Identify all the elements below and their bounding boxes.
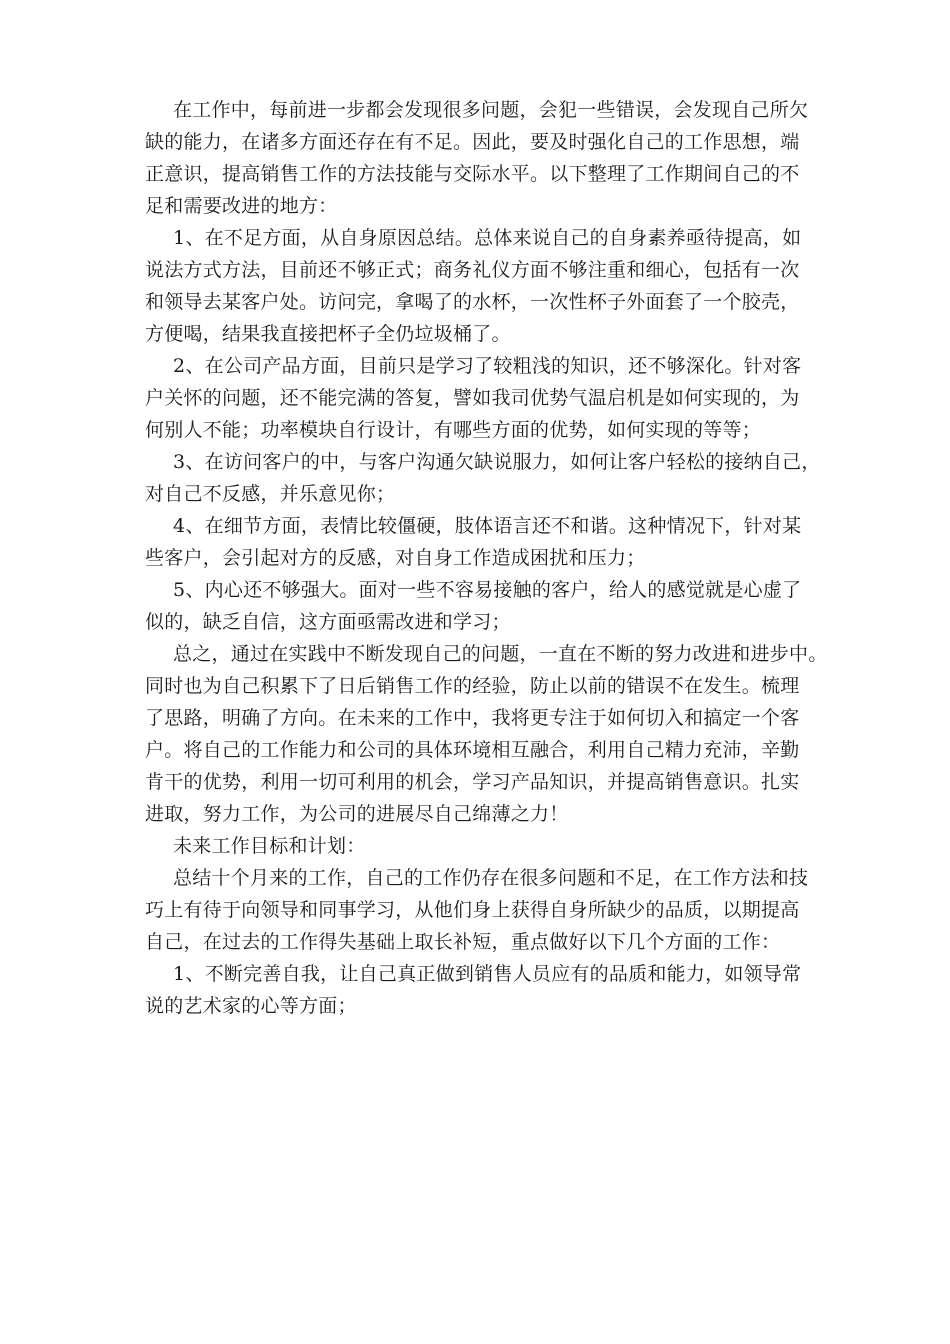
- text-line: 自己，在过去的工作得失基础上取长补短，重点做好以下几个方面的工作：: [145, 931, 781, 953]
- text-line: 何别人不能；功率模块自行设计，有哪些方面的优势，如何实现的等等；: [145, 419, 762, 441]
- text-line: 似的，缺乏自信，这方面亟需改进和学习；: [145, 611, 511, 633]
- text-line: 正意识，提高销售工作的方法技能与交际水平。以下整理了工作期间自己的不: [145, 163, 800, 185]
- text-line: 了思路，明确了方向。在未来的工作中，我将更专注于如何切入和搞定一个客: [145, 707, 800, 729]
- text-line: 1、在不足方面，从自身原因总结。总体来说自己的自身素养亟待提高，如: [173, 227, 802, 249]
- text-line: 说的艺术家的心等方面；: [145, 995, 357, 1017]
- text-line: 和领导去某客户处。访问完，拿喝了的水杯，一次性杯子外面套了一个胶壳，: [145, 291, 800, 313]
- text-line: 未来工作目标和计划：: [173, 835, 366, 857]
- text-line: 同时也为自己积累下了日后销售工作的经验，防止以前的错误不在发生。梳理: [145, 675, 800, 697]
- text-line: 5、内心还不够强大。面对一些不容易接触的客户，给人的感觉就是心虚了: [173, 579, 802, 601]
- text-line: 总之，通过在实践中不断发现自己的问题，一直在不断的努力改进和进步中。: [173, 643, 828, 665]
- text-line: 户关怀的问题，还不能完满的答复，譬如我司优势气温启机是如何实现的，为: [145, 387, 800, 409]
- text-line: 总结十个月来的工作，自己的工作仍存在很多问题和不足，在工作方法和技: [173, 867, 809, 889]
- text-line: 2、在公司产品方面，目前只是学习了较粗浅的知识，还不够深化。针对客: [173, 355, 802, 377]
- text-line: 巧上有待于向领导和同事学习，从他们身上获得自身所缺少的品质，以期提高: [145, 899, 800, 921]
- text-line: 肯干的优势，利用一切可利用的机会，学习产品知识，并提高销售意识。扎实: [145, 771, 800, 793]
- text-line: 足和需要改进的地方：: [145, 195, 338, 217]
- document-body: [145, 94, 828, 1022]
- text-line: 1、不断完善自我，让自己真正做到销售人员应有的品质和能力，如领导常: [173, 963, 802, 985]
- text-line: 些客户，会引起对方的反感，对自身工作造成困扰和压力；: [145, 547, 646, 569]
- text-line: 3、在访问客户的中，与客户沟通欠缺说服力，如何让客户轻松的接纳自己，: [173, 451, 821, 473]
- text-line: 进取，努力工作，为公司的进展尽自己绵薄之力！: [145, 803, 569, 825]
- text-line: 4、在细节方面，表情比较僵硬，肢体语言还不和谐。这种情况下，针对某: [173, 515, 802, 537]
- text-line: 户。将自己的工作能力和公司的具体环境相互融合，利用自己精力充沛，辛勤: [145, 739, 800, 761]
- text-line: 缺的能力，在诸多方面还存在有不足。因此，要及时强化自己的工作思想，端: [145, 131, 800, 153]
- text-line: 对自己不反感，并乐意见你；: [145, 483, 396, 505]
- text-line: 在工作中，每前进一步都会发现很多问题，会犯一些错误，会发现自己所欠: [173, 99, 809, 121]
- text-line: 方便喝，结果我直接把杯子全仍垃圾桶了。: [145, 323, 511, 345]
- text-line: 说法方式方法，目前还不够正式；商务礼仪方面不够注重和细心，包括有一次: [145, 259, 800, 281]
